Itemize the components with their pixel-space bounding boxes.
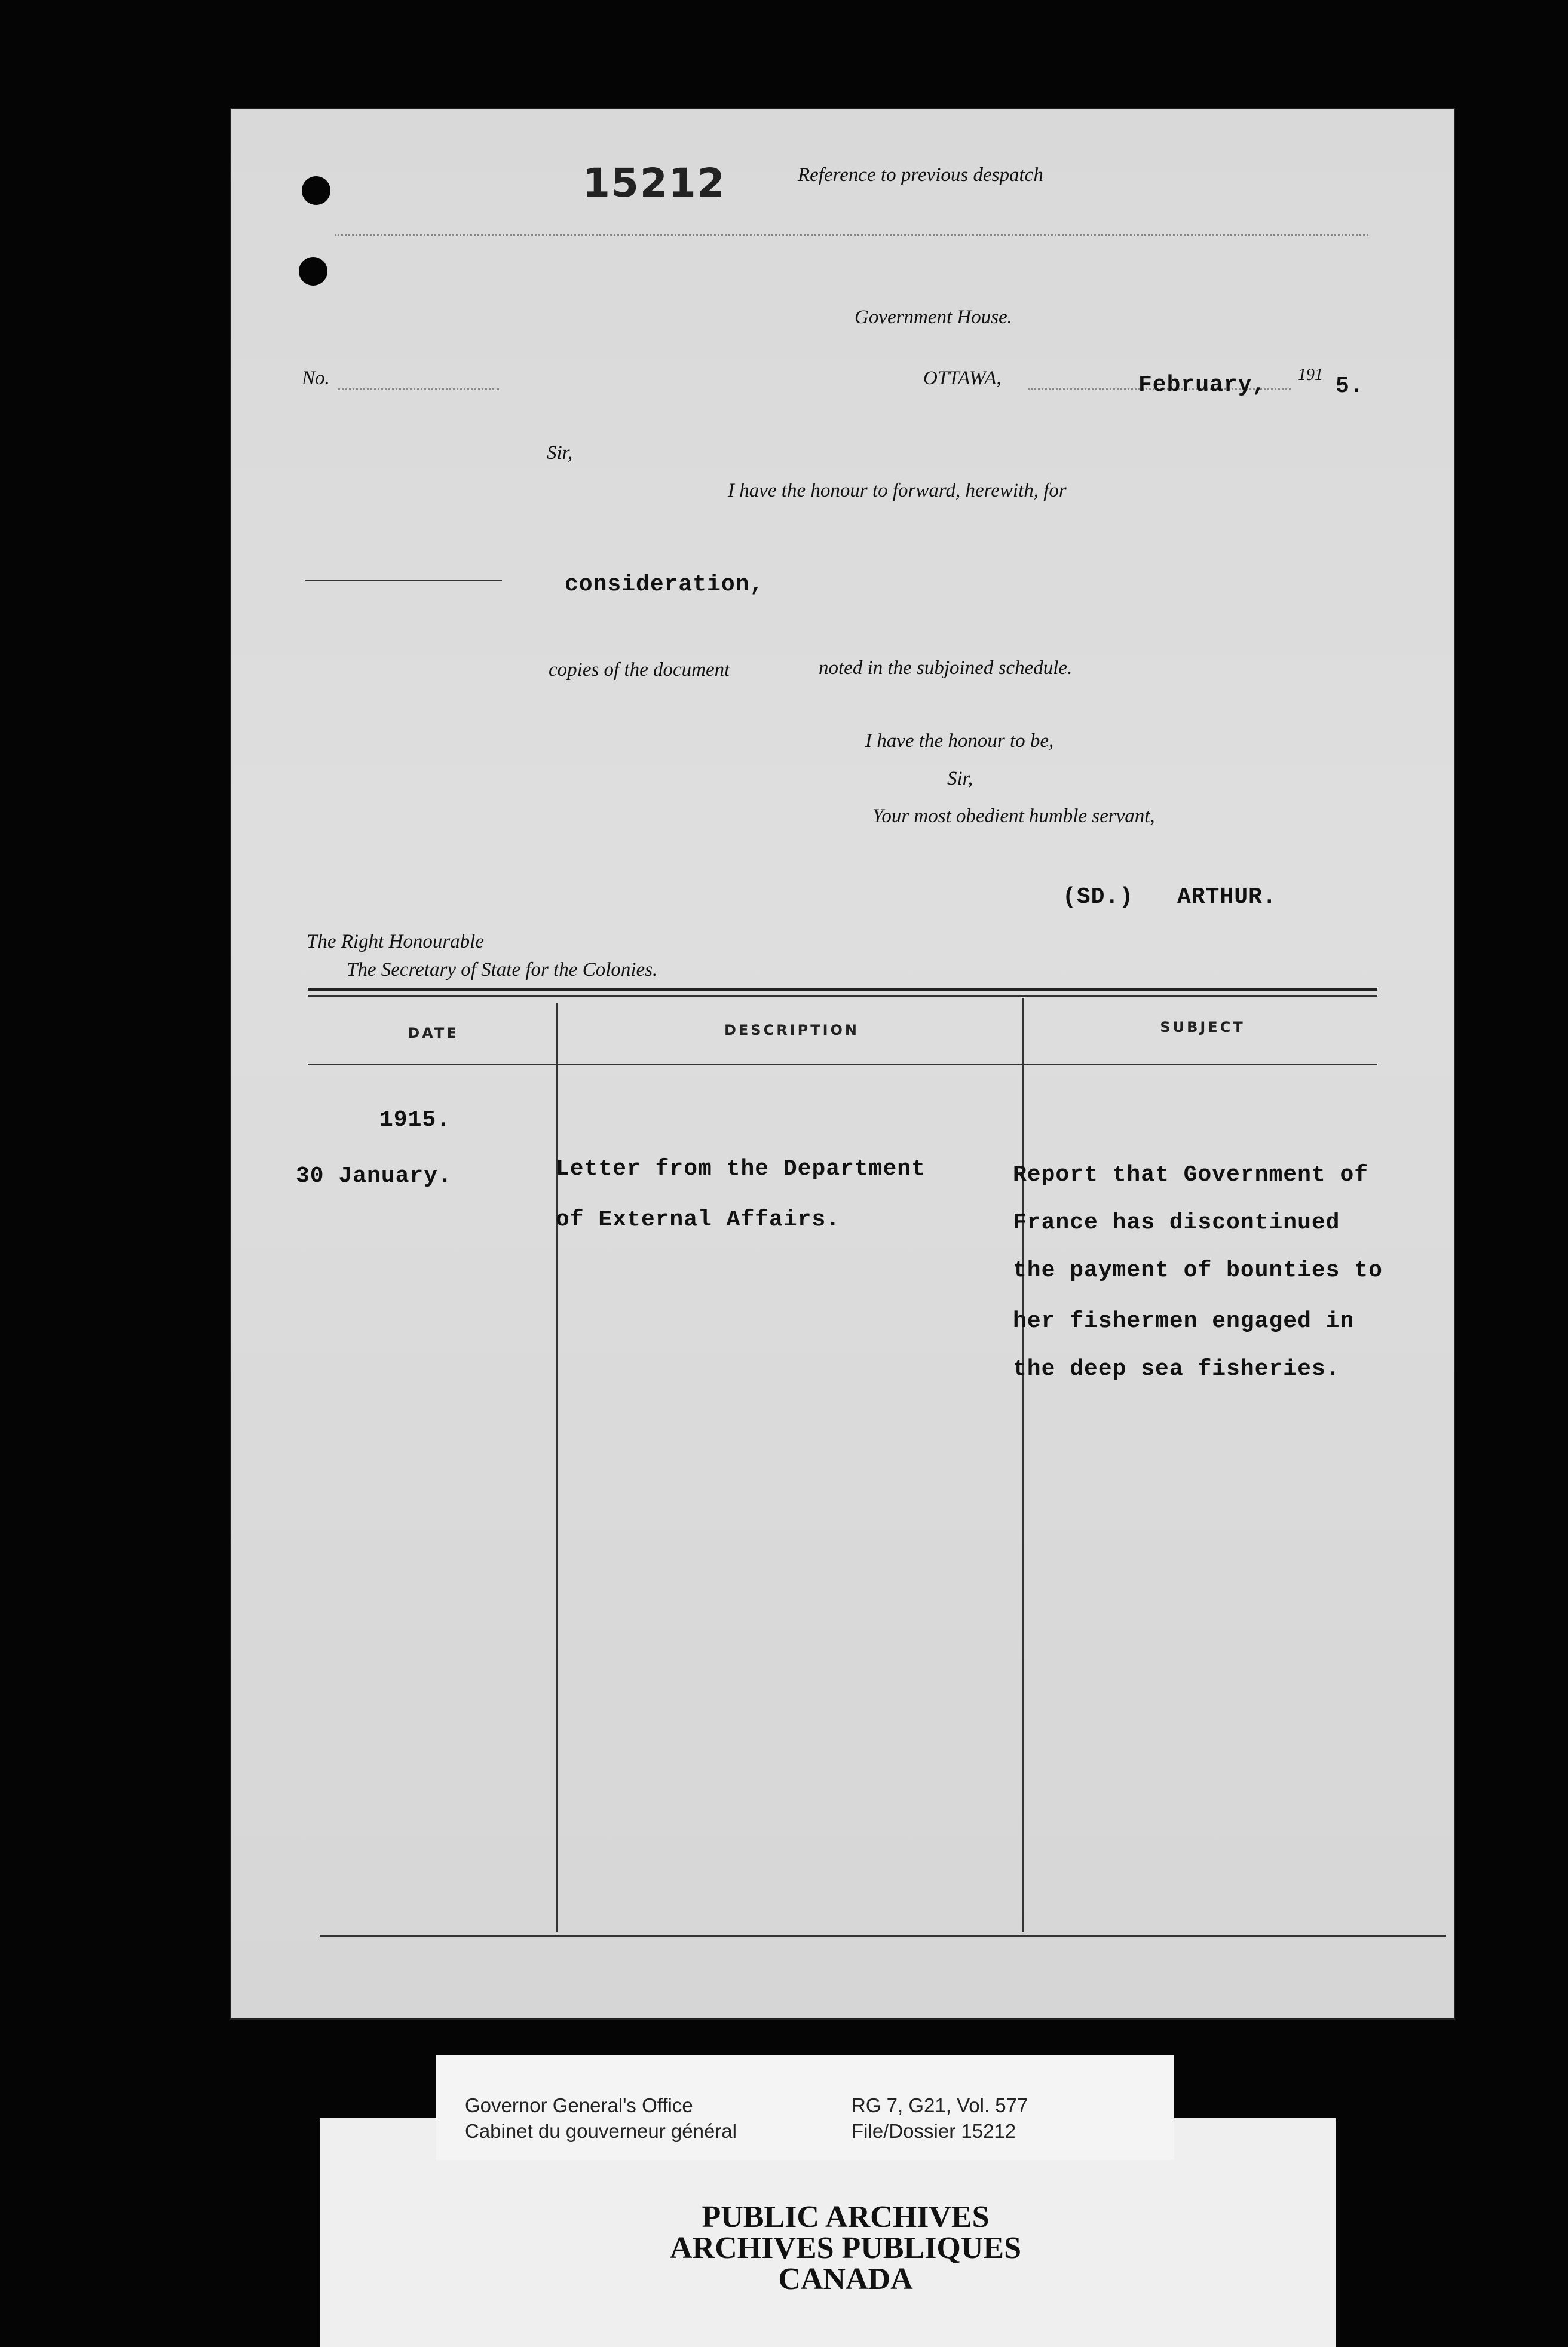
subject-line: Report that Government of	[1013, 1162, 1369, 1188]
table-top-rule	[308, 988, 1377, 991]
description-line: of External Affairs.	[556, 1207, 841, 1233]
table-bottom-rule	[320, 1935, 1446, 1937]
address: Government House.	[855, 307, 1012, 328]
closing-line-3: Your most obedient humble servant,	[872, 805, 1155, 827]
file-number: 15212	[583, 160, 726, 206]
punch-hole-bottom	[299, 257, 327, 286]
header-description: DESCRIPTION	[724, 1022, 859, 1038]
office-french: Cabinet du gouverneur général	[465, 2120, 737, 2142]
archives-french: ARCHIVES PUBLIQUES	[669, 2231, 1022, 2265]
punch-hole-top	[302, 176, 330, 205]
header-subject: SUBJECT	[1160, 1019, 1245, 1035]
office-english: Governor General's Office	[465, 2094, 693, 2116]
addressee-line-1: The Right Honourable	[307, 931, 484, 952]
year-suffix: 5.	[1336, 373, 1364, 399]
schedule-year: 1915.	[379, 1107, 451, 1133]
description-line: Letter from the Department	[556, 1156, 926, 1182]
salutation: Sir,	[547, 442, 573, 464]
archives-english: PUBLIC ARCHIVES	[702, 2200, 990, 2234]
archives-country: CANADA	[778, 2262, 913, 2296]
month: February,	[1138, 372, 1267, 398]
reference-label: Reference to previous despatch	[798, 164, 1043, 186]
addressee-line-2: The Secretary of State for the Colonies.	[347, 959, 658, 981]
reference-line	[335, 234, 1368, 236]
signature-prefix: (SD.)	[1062, 884, 1134, 910]
copies-line-a: copies of the document	[549, 659, 730, 681]
table-top-rule-2	[308, 995, 1377, 997]
no-line	[338, 388, 499, 390]
header-date: DATE	[408, 1025, 459, 1041]
copies-line-b: noted in the subjoined schedule.	[819, 657, 1073, 679]
column-divider-1	[556, 1003, 558, 1932]
year-prefix: 191	[1298, 366, 1323, 384]
city: OTTAWA,	[923, 367, 1002, 389]
subject-line: the deep sea fisheries.	[1013, 1356, 1340, 1382]
subject-line: France has discontinued	[1013, 1210, 1340, 1236]
no-label: No.	[302, 367, 330, 389]
signature-name: ARTHUR.	[1177, 884, 1277, 910]
subject-line: her fishermen engaged in	[1013, 1309, 1355, 1334]
column-divider-2	[1022, 998, 1024, 1932]
archive-file: File/Dossier 15212	[852, 2120, 1016, 2142]
closing-line-2: Sir,	[947, 768, 973, 789]
subject-line: the payment of bounties to	[1013, 1258, 1383, 1283]
closing-line-1: I have the honour to be,	[865, 730, 1054, 752]
archive-reference: RG 7, G21, Vol. 577	[852, 2094, 1028, 2116]
header-rule	[308, 1064, 1377, 1065]
purpose-line	[305, 580, 502, 581]
intro-line: I have the honour to forward, herewith, for	[728, 480, 1067, 501]
schedule-date: 30 January.	[296, 1163, 452, 1189]
purpose: consideration,	[565, 572, 764, 598]
